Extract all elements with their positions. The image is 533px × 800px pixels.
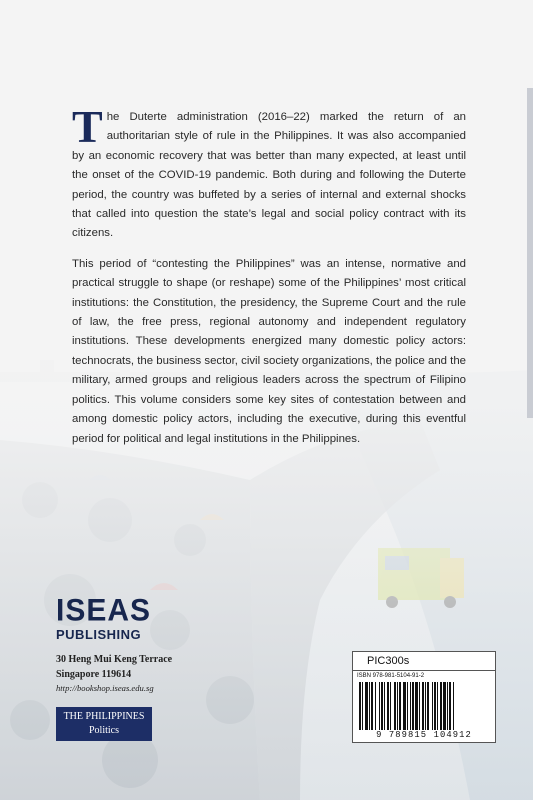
address-line-2: Singapore 119614 [56,669,132,680]
series-badge [56,707,152,741]
barcode-bars [357,682,491,730]
isbn-label: ISBN 978-981-5104-91-2 [357,673,425,679]
series-line-2: Politics [88,725,119,736]
drop-cap-letter: T [72,101,103,152]
description-paragraph-2: This period of “contesting the Philippines” was an intense, normative and practical struggle to shape (or reshape) some of the Philippines’ most critical institutions: the Constitution, the presidency, the Supreme Court and the rule of law, the free press, regional autonomy and independent regulatory institutions. These developments energized many domestic policy actors: technocrats, the business sector, civil society organizations, the police and the military, armed groups and religious leaders across the spectrum of Filipino politics. This volume considers some key sites of contestation between and among domestic policy actors, including the executive, during this eventful period for political and legal institutions in the Philippines. [72,257,466,445]
barcode-digits: 9 789815 104912 [376,730,472,740]
paragraph-1-text: he Duterte administration (2016–22) marked the return of an authoritarian style of rule in the Philippines. It was also accompanied by an economic recovery that was better than many expected, at least until the onset of the COVID-19 pandemic. Both during and following the Duterte period, the country was buffeted by a series of internal and external shocks that called into question the state’s legal and social policy contract with its citizens. [72,111,466,240]
price-code: PIC300s [353,652,495,671]
address-line-1: 30 Heng Mui Keng Terrace [56,654,173,665]
spine-edge-shadow [527,88,533,418]
description-paragraph-1 [72,101,466,244]
publisher-url[interactable]: http://bookshop.iseas.edu.sg [56,683,154,693]
publisher-logo [56,593,206,642]
publisher-address [56,652,172,682]
iseas-logo-text: ISEAS [56,593,152,628]
barcode-panel [352,651,496,743]
cover-description [72,101,466,449]
publishing-label: PUBLISHING [56,627,142,642]
series-line-1: THE PHILIPPINES [63,711,145,722]
